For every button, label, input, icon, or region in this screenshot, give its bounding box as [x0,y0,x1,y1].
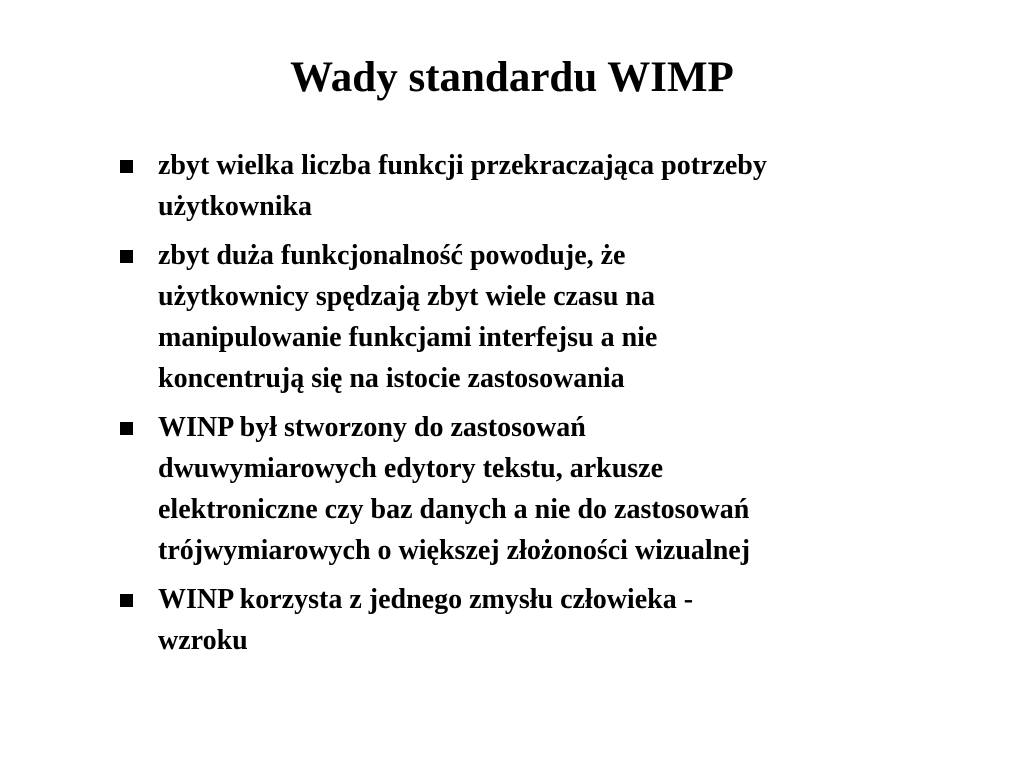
bullet-item [118,145,918,227]
slide-title: Wady standardu WIMP [290,54,734,101]
square-bullet-icon [120,160,133,173]
bullet-list [118,145,918,669]
bullet-item [118,235,918,399]
bullet-text: WINP korzysta z jednego zmysłu człowieka - wzroku [158,584,694,656]
bullet-text: WINP był stworzony do zastosowań dwuwymiarowych edytory tekstu, arkusze elektroniczne czy baz danych a nie do zastosowań trójwymiarowych o większej złożoności wizualnej [158,412,751,566]
square-bullet-icon [120,594,133,607]
bullet-text: zbyt wielka liczba funkcji przekraczająca potrzeby użytkownika [158,150,767,222]
square-bullet-icon [120,250,133,263]
bullet-item [118,407,918,571]
bullet-item [118,579,918,661]
square-bullet-icon [120,422,133,435]
bullet-text: zbyt duża funkcjonalność powoduje, że użytkownicy spędzają zbyt wiele czasu na manipulowanie funkcjami interfejsu a nie koncentrują się na istocie zastosowania [158,240,658,394]
